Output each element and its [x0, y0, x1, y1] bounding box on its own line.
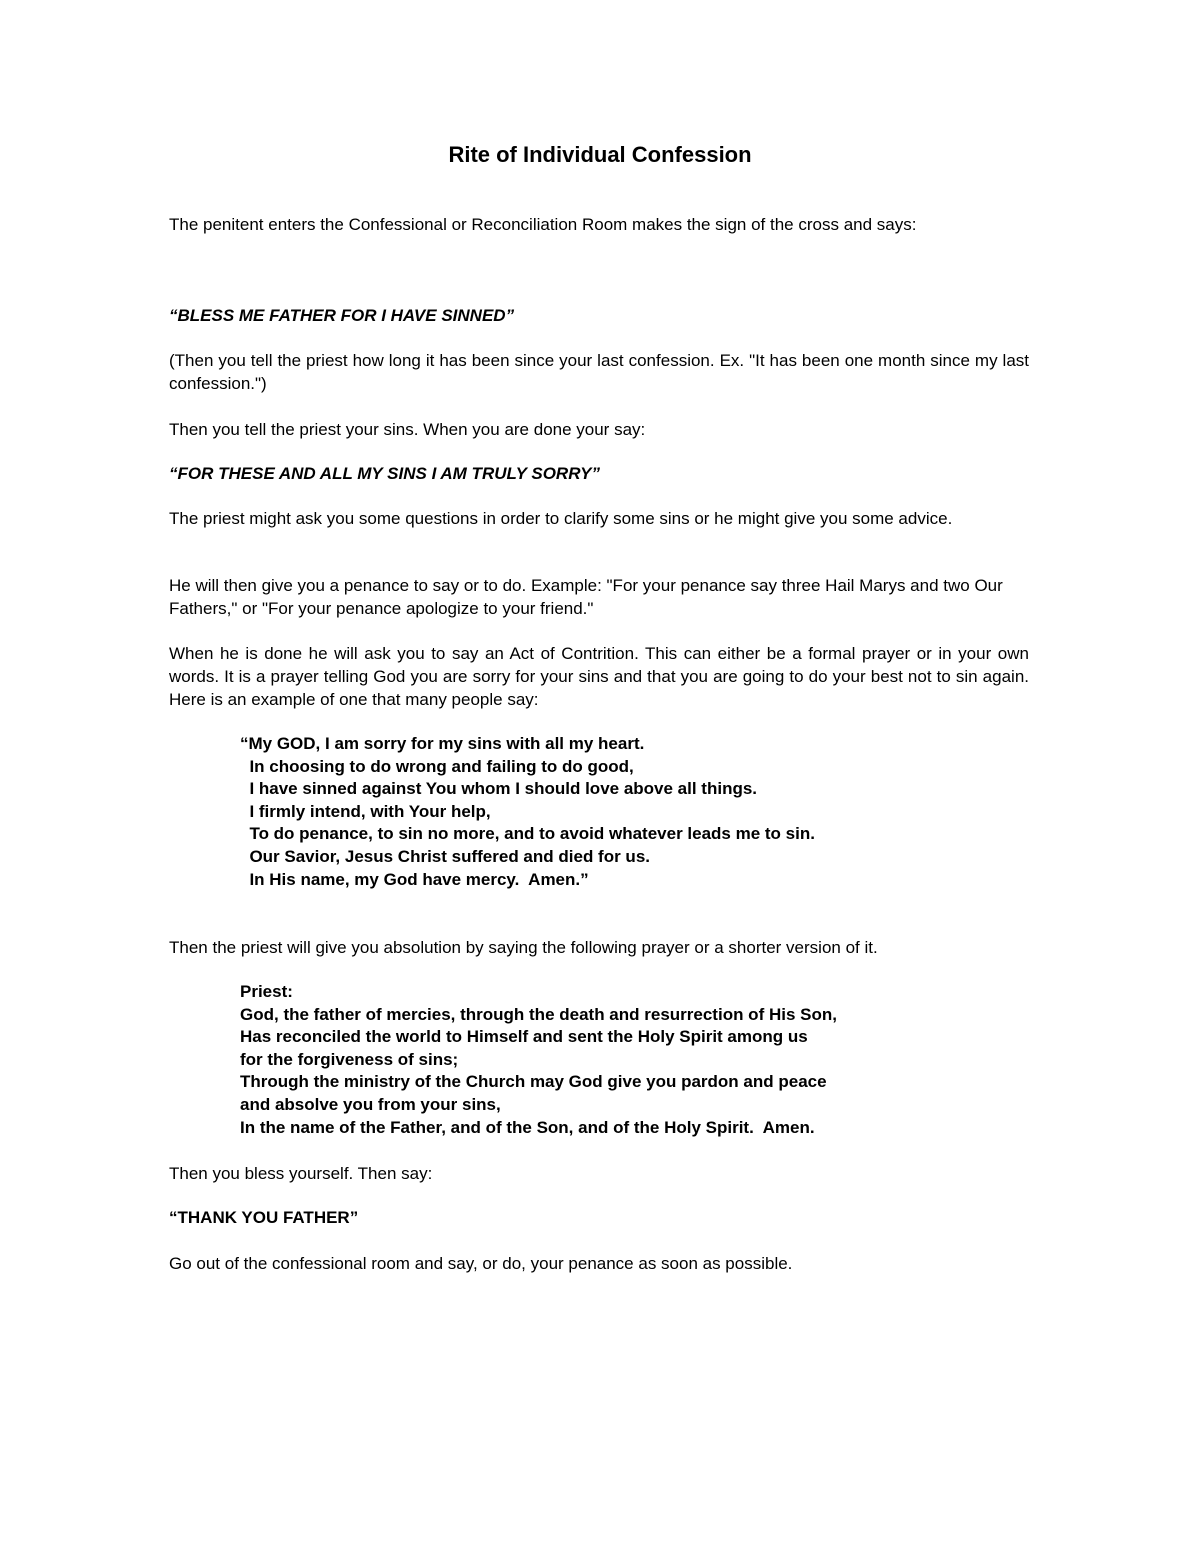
priest-label: Priest: [240, 982, 293, 1001]
prayer-line: I have sinned against You whom I should love above all things. [240, 779, 758, 799]
absolution-line: Through the ministry of the Church may God give you pardon and peace [240, 1072, 827, 1092]
absolution-line: and absolve you from your sins, [240, 1094, 501, 1114]
intro-paragraph: The penitent enters the Confessional or Reconciliation Room makes the sign of the cross and says: [169, 215, 917, 234]
absolution-line: for the forgiveness of sins; [240, 1049, 459, 1069]
truly-sorry-phrase: “FOR THESE AND ALL MY SINS I AM TRULY SORRY” [169, 464, 601, 483]
prayer-line: “My GOD, I am sorry for my sins with all my heart. [240, 734, 645, 753]
closing-paragraph: Go out of the confessional room and say, or do, your penance as soon as possible. [169, 1254, 793, 1273]
prayer-line: In His name, my God have mercy. Amen.” [240, 869, 589, 889]
questions-paragraph: The priest might ask you some questions in order to clarify some sins or he might give you some advice. [169, 509, 953, 528]
document-title: Rite of Individual Confession [448, 142, 752, 167]
absolution-line: In the name of the Father, and of the Son, and of the Holy Spirit. Amen. [240, 1117, 815, 1137]
penance-paragraph: He will then give you a penance to say or to do. Example: "For your penance say three Hail Marys and two Our Fathers," or "For your penance apologize to your friend." [169, 576, 1003, 618]
absolution-line: Has reconciled the world to Himself and sent the Holy Spirit among us [240, 1027, 808, 1047]
bless-yourself-paragraph: Then you bless yourself. Then say: [169, 1164, 433, 1183]
prayer-line: In choosing to do wrong and failing to do good, [240, 756, 634, 776]
prayer-line: I firmly intend, with Your help, [240, 801, 491, 821]
bless-me-father-phrase: “BLESS ME FATHER FOR I HAVE SINNED” [169, 306, 515, 325]
tell-sins-paragraph: Then you tell the priest your sins. When you are done your say: [169, 420, 646, 439]
absolution-intro-paragraph: Then the priest will give you absolution by saying the following prayer or a shorter version of it. [169, 938, 878, 957]
absolution-line: God, the father of mercies, through the death and resurrection of His Son, [240, 1004, 837, 1024]
thank-you-father-phrase: “THANK YOU FATHER” [169, 1208, 359, 1227]
act-of-contrition-prayer [240, 733, 815, 891]
prayer-line: To do penance, to sin no more, and to avoid whatever leads me to sin. [240, 824, 815, 844]
how-long-paragraph: (Then you tell the priest how long it has been since your last confession. Ex. "It has been one month since my last confession.") [169, 351, 1029, 393]
priest-absolution-prayer [240, 981, 837, 1139]
contrition-intro-paragraph: When he is done he will ask you to say an Act of Contrition. This can either be a formal prayer or in your own words. It is a prayer telling God you are sorry for your sins and that you are going to do your best not to sin again. Here is an example of one that many people say: [169, 644, 1029, 709]
prayer-line: Our Savior, Jesus Christ suffered and died for us. [240, 846, 650, 866]
